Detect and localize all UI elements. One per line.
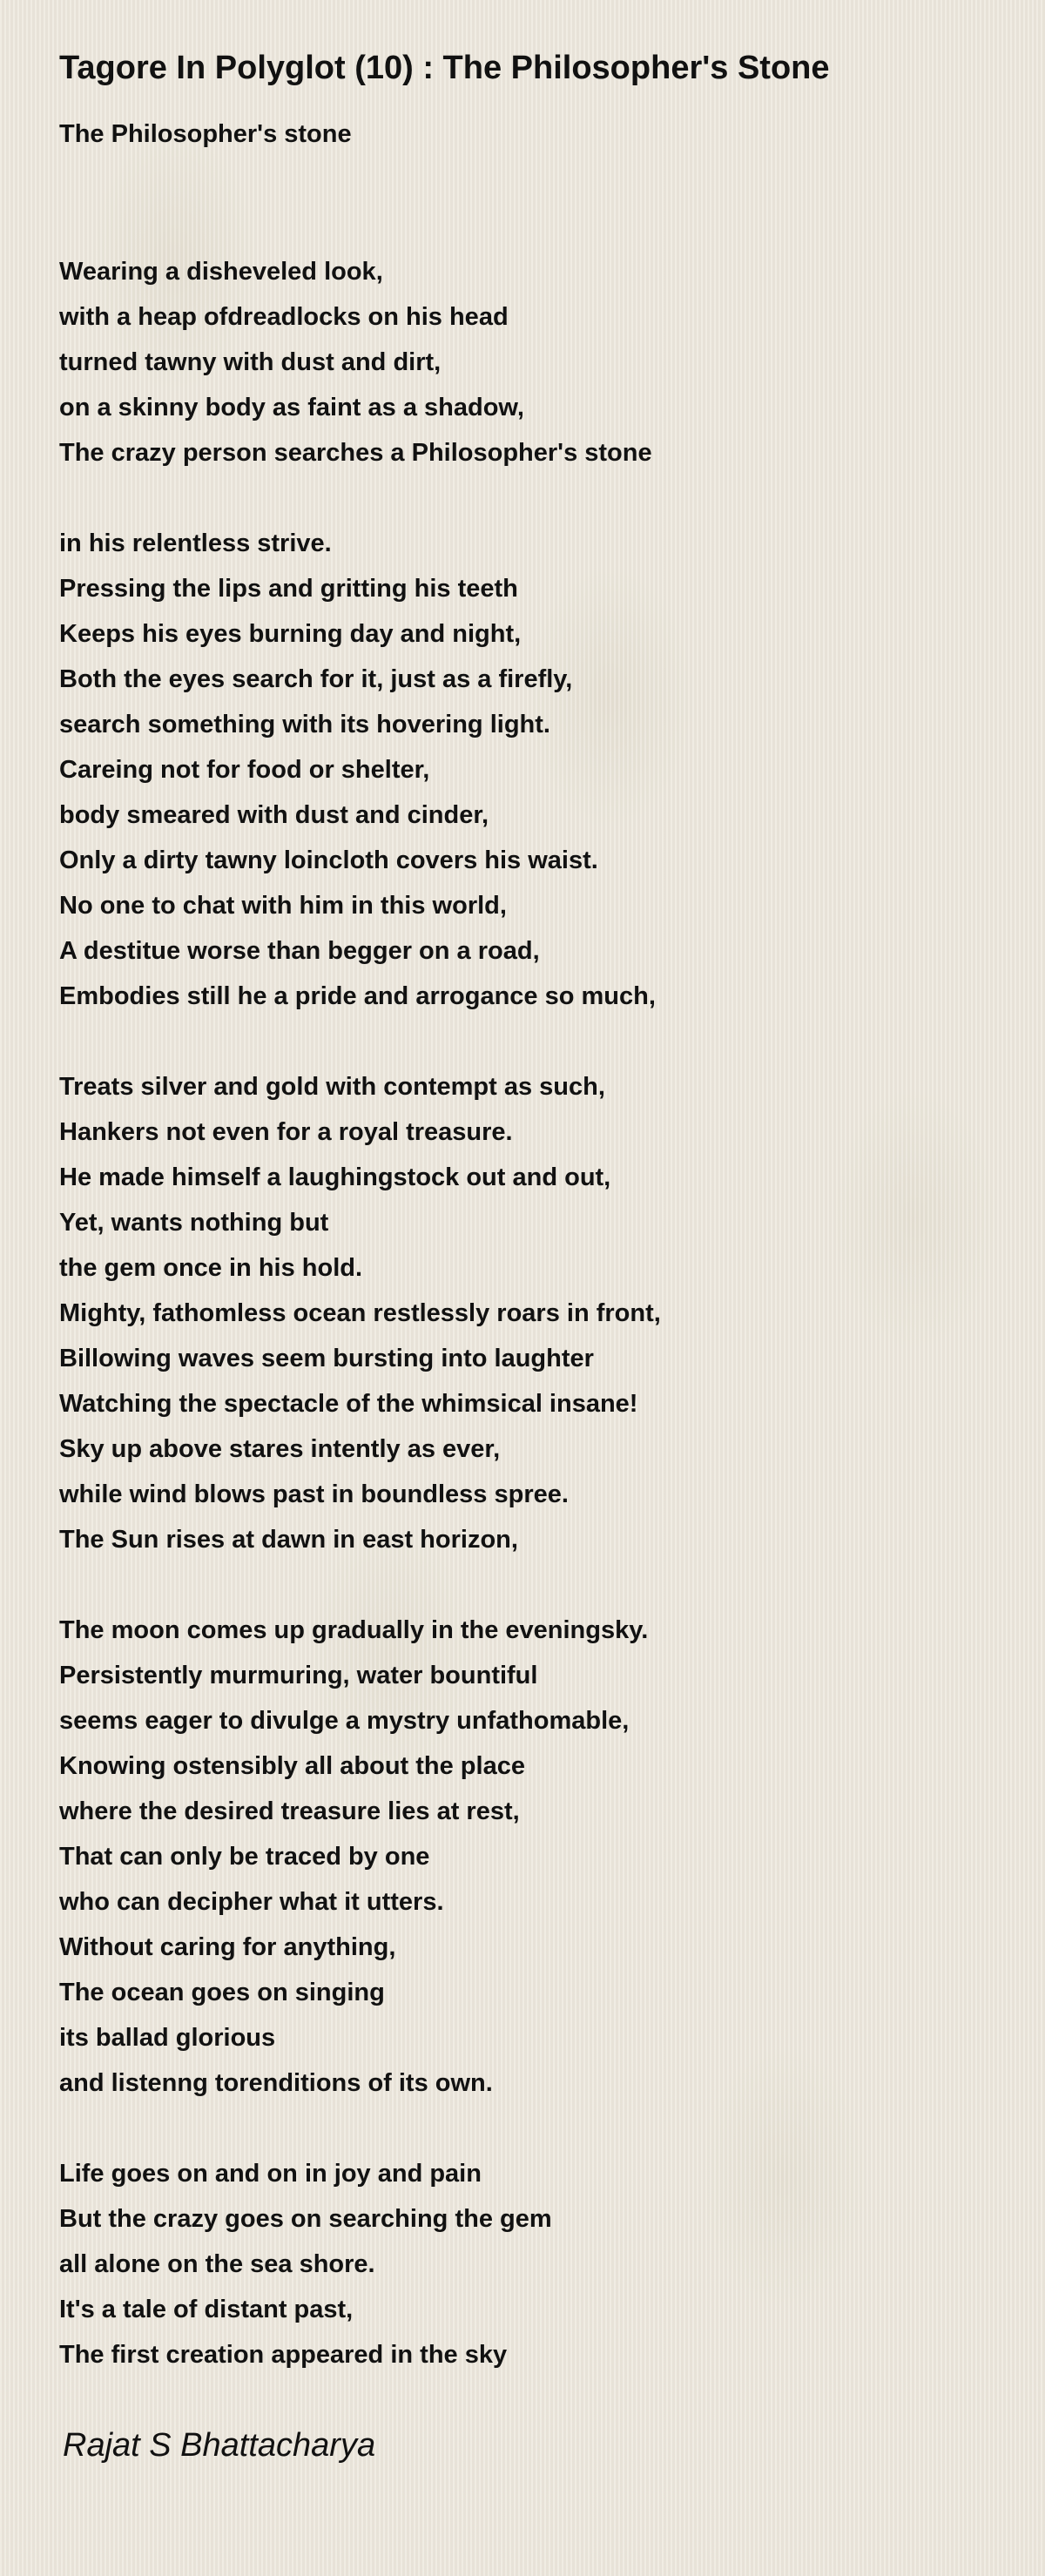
- poem-stanza: [59, 1608, 1000, 2106]
- poem-line: with a heap ofdreadlocks on his head: [59, 303, 509, 331]
- poem-line: Pressing the lips and gritting his teeth: [59, 575, 518, 603]
- poem-line: The ocean goes on singing: [59, 1979, 385, 2006]
- poem-line: Embodies still he a pride and arrogance so much,: [59, 982, 656, 1010]
- poem-stanza: [59, 2151, 1000, 2377]
- poem-line: The first creation appeared in the sky: [59, 2341, 508, 2369]
- poem-line: Without caring for anything,: [59, 1933, 396, 1961]
- poem-line: The Sun rises at dawn in east horizon,: [59, 1526, 518, 1554]
- poem-line: body smeared with dust and cinder,: [59, 801, 489, 829]
- poem-line: all alone on the sea shore.: [59, 2250, 375, 2278]
- poem-subtitle: The Philosopher's stone: [59, 120, 352, 148]
- poem-line: Watching the spectacle of the whimsical insane!: [59, 1390, 638, 1418]
- poem-line: Knowing ostensibly all about the place: [59, 1752, 525, 1780]
- poem-line: Both the eyes search for it, just as a firefly,: [59, 665, 573, 693]
- poem-line: seems eager to divulge a mystry unfathomable,: [59, 1707, 630, 1735]
- poem-line: Yet, wants nothing but: [59, 1209, 329, 1237]
- poem-line: the gem once in his hold.: [59, 1254, 363, 1282]
- poem-line: Life goes on and on in joy and pain: [59, 2160, 482, 2188]
- poem-title: Tagore In Polyglot (10) : The Philosopher's Stone: [59, 50, 830, 86]
- poem-line: But the crazy goes on searching the gem: [59, 2205, 552, 2233]
- poem-line: Keeps his eyes burning day and night,: [59, 620, 522, 648]
- poem-page: [59, 45, 1000, 2468]
- poem-line: That can only be traced by one: [59, 1843, 430, 1871]
- poem-stanza: [59, 521, 1000, 1019]
- poem-line: Careing not for food or shelter,: [59, 756, 430, 784]
- poem-line: The crazy person searches a Philosopher's stone: [59, 439, 652, 467]
- poem-line: No one to chat with him in this world,: [59, 892, 507, 920]
- poem-line: The moon comes up gradually in the eveningsky.: [59, 1616, 649, 1644]
- poem-stanza: [59, 1064, 1000, 1562]
- poem-line: It's a tale of distant past,: [59, 2296, 354, 2323]
- poem-line: on a skinny body as faint as a shadow,: [59, 394, 524, 421]
- poem-line: Only a dirty tawny loincloth covers his waist.: [59, 846, 598, 874]
- poem-line: where the desired treasure lies at rest,: [59, 1797, 520, 1825]
- poem-line: Billowing waves seem bursting into laughter: [59, 1345, 594, 1372]
- poem-line: A destitue worse than begger on a road,: [59, 937, 540, 965]
- poem-line: its ballad glorious: [59, 2024, 276, 2052]
- poem-stanza: [59, 249, 1000, 475]
- poem-line: Treats silver and gold with contempt as such,: [59, 1073, 605, 1101]
- poem-line: Mighty, fathomless ocean restlessly roars in front,: [59, 1299, 661, 1327]
- poem-body: [59, 249, 1000, 2377]
- poem-line: while wind blows past in boundless spree.: [59, 1480, 569, 1508]
- poem-line: Hankers not even for a royal treasure.: [59, 1118, 513, 1146]
- poem-line: Sky up above stares intently as ever,: [59, 1435, 501, 1463]
- author-name[interactable]: Rajat S Bhattacharya: [63, 2427, 376, 2464]
- poem-line: Persistently murmuring, water bountiful: [59, 1662, 538, 1689]
- poem-line: who can decipher what it utters.: [59, 1888, 444, 1916]
- poem-line: in his relentless strive.: [59, 529, 332, 557]
- poem-line: He made himself a laughingstock out and out,: [59, 1163, 611, 1191]
- poem-line: search something with its hovering light.: [59, 711, 550, 738]
- poem-line: turned tawny with dust and dirt,: [59, 348, 442, 376]
- poem-line: Wearing a disheveled look,: [59, 258, 383, 286]
- poem-line: and listenng torenditions of its own.: [59, 2069, 493, 2097]
